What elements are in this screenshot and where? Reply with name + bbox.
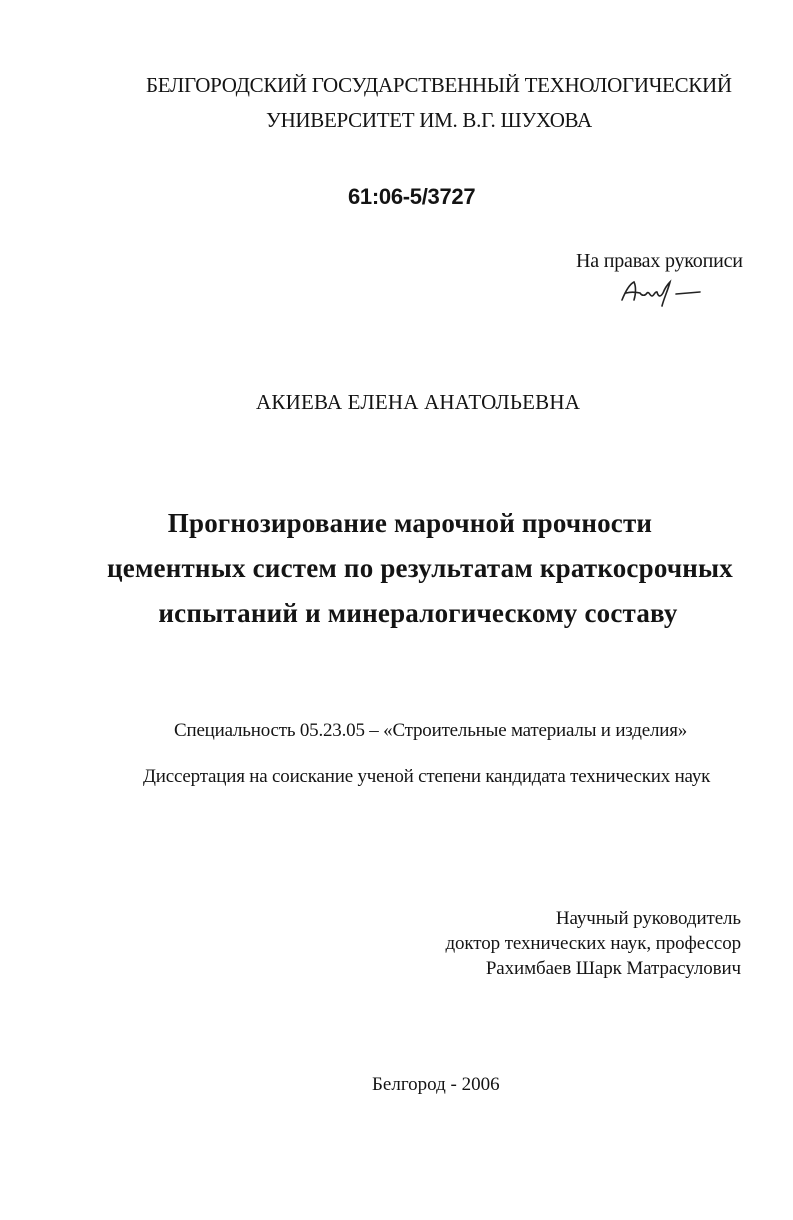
dissertation-title-line-2: цементных систем по результатам краткосрочных <box>107 553 733 583</box>
university-name-line-2: УНИВЕРСИТЕТ ИМ. В.Г. ШУХОВА <box>266 108 592 132</box>
degree-statement: Диссертация на соискание ученой степени кандидата технических наук <box>143 766 711 787</box>
specialty-line: Специальность 05.23.05 – «Строительные материалы и изделия» <box>174 720 688 741</box>
supervisor-degree: доктор технических наук, профессор <box>445 933 741 954</box>
supervisor-name: Рахимбаев Шарк Матрасулович <box>485 958 741 979</box>
author-name: АКИЕВА ЕЛЕНА АНАТОЛЬЕВНА <box>256 390 581 414</box>
dissertation-title-line-3: испытаний и минералогическому составу <box>158 598 678 628</box>
dissertation-title-line-1: Прогнозирование марочной прочности <box>167 508 653 538</box>
supervisor-role: Научный руководитель <box>555 908 741 929</box>
handwritten-signature <box>616 276 712 310</box>
university-name-line-1: БЕЛГОРОДСКИЙ ГОСУДАРСТВЕННЫЙ ТЕХНОЛОГИЧЕСКИЙ <box>146 73 732 97</box>
place-and-year: Белгород - 2006 <box>372 1074 500 1095</box>
rights-note: На правах рукописи <box>576 250 743 272</box>
catalog-number: 61:06-5/3727 <box>348 184 476 209</box>
